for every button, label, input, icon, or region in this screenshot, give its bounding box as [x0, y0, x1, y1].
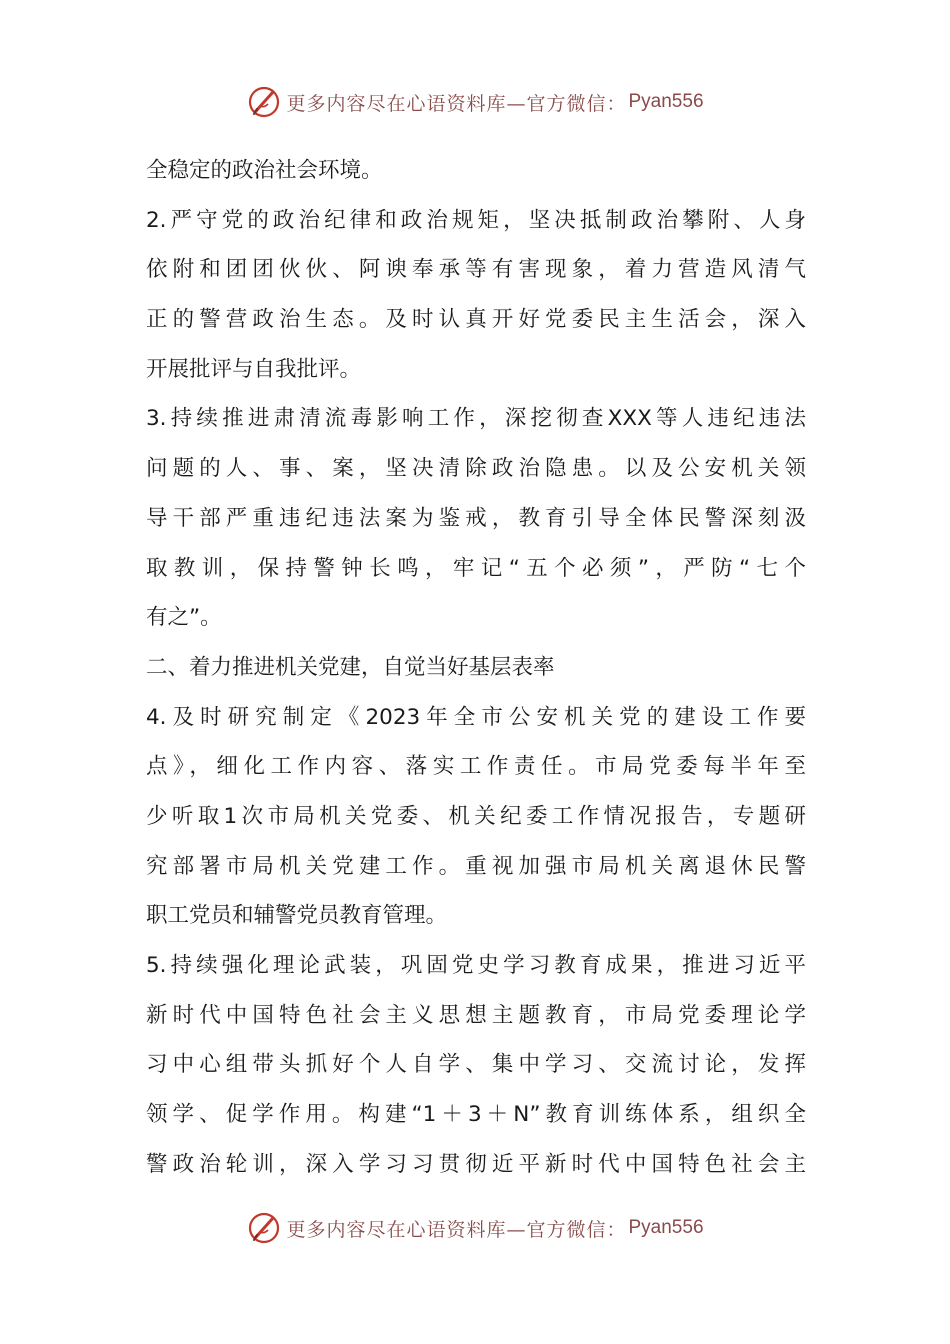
document-body — [146, 146, 806, 1189]
banner-text: 更多内容尽在心语资料库—官方微信： — [286, 92, 627, 115]
banner-text: 更多内容尽在心语资料库—官方微信： — [286, 1218, 627, 1241]
text-line: 正的警营政治生态。及时认真开好党委民主生活会，深入 — [146, 307, 806, 333]
text-line: 警政治轮训，深入学习习贯彻近平新时代中国特色社会主 — [146, 1151, 806, 1177]
text-line: 少听取1次市局机关党委、机关纪委工作情况报告，专题研 — [146, 803, 806, 829]
text-line: 职工党员和辅警党员教育管理。 — [146, 903, 448, 929]
text-line: 习中心组带头抓好个人自学、集中学习、交流讨论，发挥 — [146, 1052, 806, 1078]
text-line: 依附和团团伙伙、阿谀奉承等有害现象，着力营造风清气 — [146, 257, 806, 283]
text-line: 开展批评与自我批评。 — [146, 356, 362, 382]
pen-circle-logo-icon — [246, 84, 282, 120]
header-banner — [0, 82, 950, 122]
text-line: 2.严守党的政治纪律和政治规矩，坚决抵制政治攀附、人身 — [146, 207, 806, 233]
text-line: 领学、促学作用。构建“1＋3＋N”教育训练体系，组织全 — [146, 1102, 806, 1128]
text-line: 有之”。 — [146, 605, 222, 631]
text-line: 导干部严重违纪违法案为鉴戒，教育引导全体民警深刻汲 — [146, 505, 806, 531]
banner-wechat-id: Pyan556 — [628, 91, 704, 112]
pen-circle-logo-icon — [246, 1210, 282, 1246]
text-line: 5.持续强化理论武装，巩固党史学习教育成果，推进习近平 — [146, 953, 806, 978]
text-line: 究部署市局机关党建工作。重视加强市局机关离退休民警 — [146, 853, 806, 879]
text-line: 4.及时研究制定《2023年全市公安机关党的建设工作要 — [146, 704, 806, 730]
banner-wechat-id: Pyan556 — [628, 1217, 704, 1238]
text-line: 取教训，保持警钟长鸣，牢记“五个必须”，严防“七个 — [146, 555, 806, 581]
footer-banner — [0, 1208, 950, 1248]
text-line: 3.持续推进肃清流毒影响工作，深挖彻查XXX等人违纪违法 — [146, 406, 806, 432]
text-line: 问题的人、事、案，坚决清除政治隐患。以及公安机关领 — [146, 456, 806, 482]
text-line: 点》，细化工作内容、落实工作责任。市局党委每半年至 — [146, 754, 806, 780]
text-line: 二、着力推进机关党建，自觉当好基层表率 — [146, 654, 555, 680]
text-line: 新时代中国特色社会主义思想主题教育，市局党委理论学 — [146, 1002, 806, 1028]
text-line: 全稳定的政治社会环境。 — [146, 158, 383, 183]
